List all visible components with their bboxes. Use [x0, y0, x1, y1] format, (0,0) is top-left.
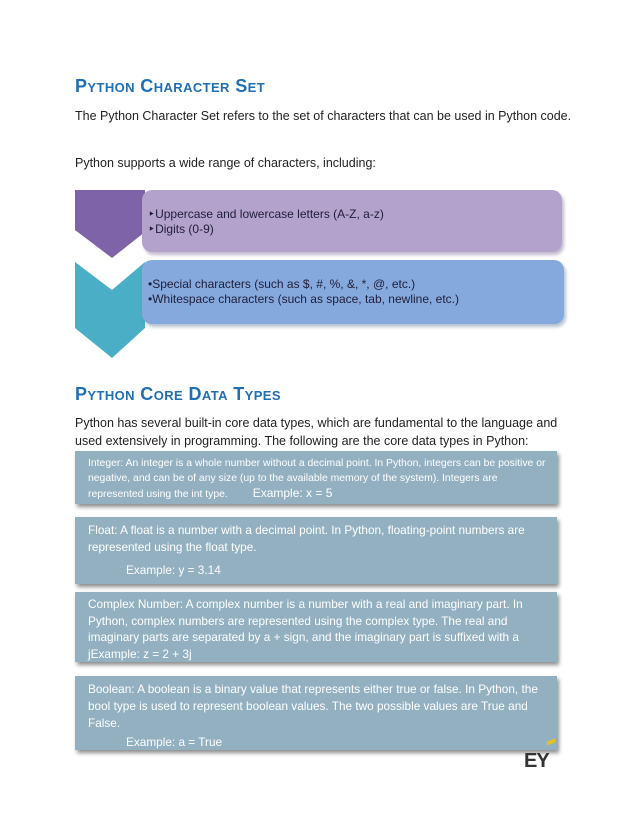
float-text: Float: A float is a number with a decimal point. In Python, floating-point numbers are represented using the float type.	[88, 523, 525, 554]
integer-box	[75, 451, 557, 504]
diagram-row-letters	[142, 190, 562, 252]
integer-example: Example: x = 5	[252, 486, 333, 500]
chevron-purple	[75, 190, 145, 258]
character-set-intro: The Python Character Set refers to the set of characters that can be used in Python code.	[75, 109, 572, 123]
diagram-item-special: •Special characters (such as $, #, %, &, *, @, etc.)	[148, 277, 416, 291]
diagram-item-letters: ‣Uppercase and lowercase letters (A-Z, a-z)	[148, 207, 384, 221]
diagram-item-whitespace: •Whitespace characters (such as space, tab, newline, etc.)	[148, 292, 460, 306]
diagram-item-digits: ‣Digits (0-9)	[148, 222, 214, 236]
character-set-supports: Python supports a wide range of characters, including:	[75, 156, 376, 170]
complex-example: Example: z = 2 + 3j	[90, 646, 192, 661]
float-example: Example: y = 3.14	[126, 563, 221, 577]
core-data-types-intro: Python has several built-in core data types, which are fundamental to the language and used extensively in programming. The following are the core data types in Python:	[75, 416, 558, 448]
ey-logo: EY	[524, 750, 549, 772]
section-title-character-set: Python Character Set	[75, 76, 266, 96]
integer-text: Integer: An integer is a whole number without a decimal point. In Python, integers can be positive or negative, and can be of any size (up to the available memory of the system). Integers are represented using the int type.	[88, 458, 546, 500]
boolean-example: Example: a = True	[126, 735, 223, 749]
diagram-row-special	[142, 260, 564, 324]
complex-text: Complex Number: A complex number is a number with a real and imaginary part. In Python, complex numbers are represented using the complex type. The real and imaginary parts are separated by a + sign, and the imaginary part is suffixed with a j	[88, 597, 523, 661]
boolean-box	[75, 676, 557, 750]
section-title-core-data-types: Python Core Data Types	[75, 384, 281, 404]
chevron-teal	[75, 262, 145, 358]
float-box	[75, 517, 557, 584]
boolean-text: Boolean: A boolean is a binary value that represents either true or false. In Python, the bool type is used to represent boolean values. The two possible values are True and False.	[88, 682, 538, 730]
complex-box	[75, 592, 557, 662]
